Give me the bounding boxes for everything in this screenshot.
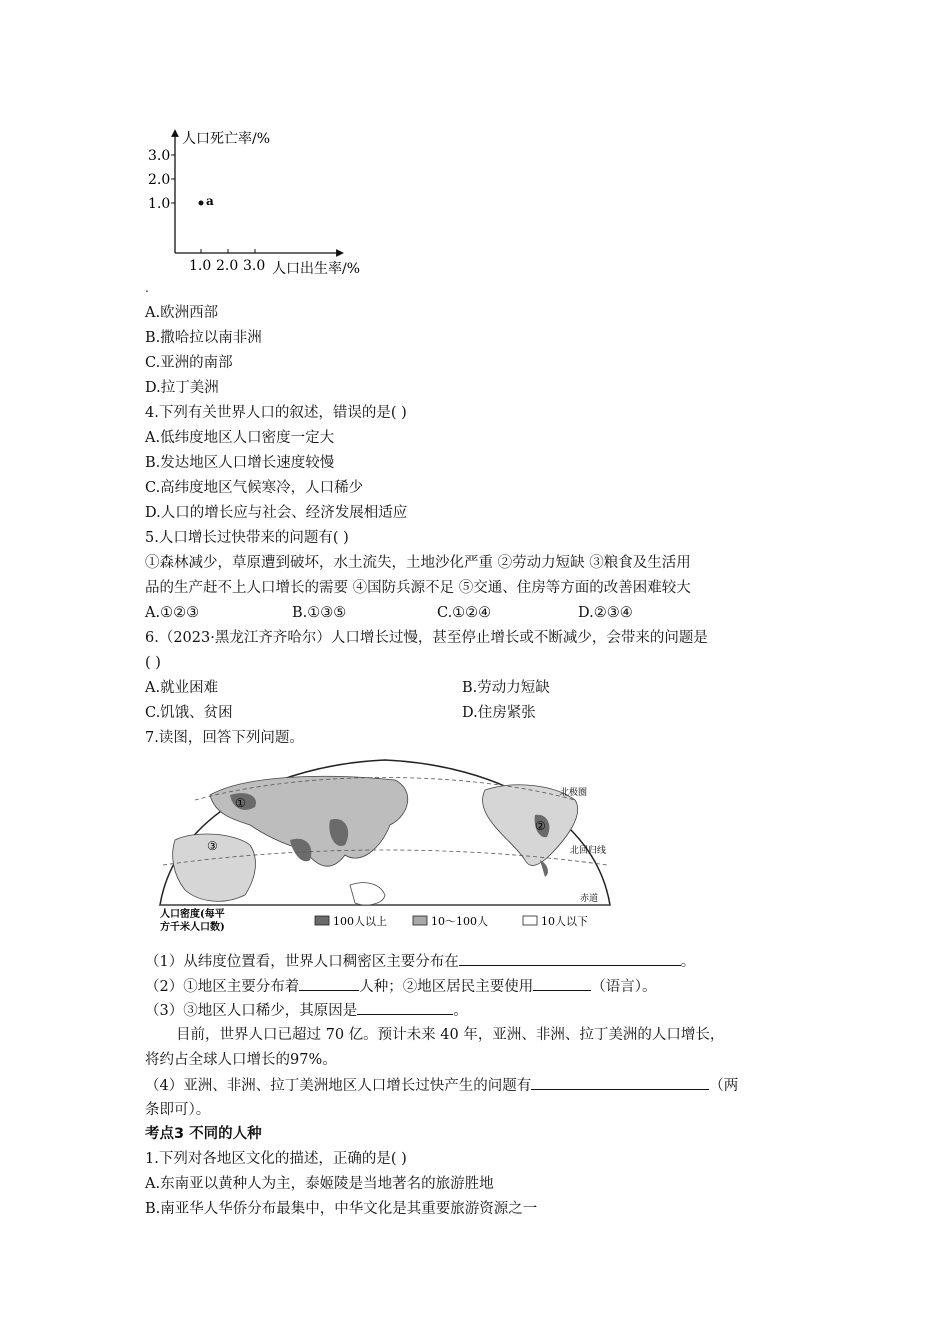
arctic-circle-label: 北极圈 — [560, 788, 588, 798]
q5-stem: 5.人口增长过快带来的问题有( ) — [145, 530, 349, 546]
q7-sub2-text-b: 人种；②地区居民主要使用 — [359, 979, 534, 995]
legend-dense-label: 100人以上 — [333, 915, 387, 928]
x-tick-label: 2.0 — [216, 258, 239, 274]
y-tick-label: 2.0 — [148, 172, 171, 188]
q6-option-d: D.住房紧张 — [462, 705, 536, 721]
q5-option-c: C.①②④ — [437, 605, 492, 621]
q7-sub3 — [145, 1000, 468, 1021]
q5-option-b: B.①③⑤ — [292, 605, 347, 621]
q7-stem: 7.读图，回答下列问题。 — [145, 730, 304, 746]
q7-sub4-line2: 条即可）。 — [145, 1102, 211, 1118]
x-tick-label: 1.0 — [189, 258, 212, 274]
data-point-a — [199, 201, 204, 206]
q7-sub1-blank — [459, 951, 681, 966]
y-tick-label: 1.0 — [148, 196, 171, 212]
q7-sub2-text-c: （语言）。 — [591, 979, 657, 995]
y-tick-label: 3.0 — [148, 148, 171, 164]
q5-line2: 品的生产赶不上人口增长的需要 ④国防兵源不足 ⑤交通、住房等方面的改善困难较大 — [145, 580, 691, 596]
q4-stem: 4.下列有关世界人口的叙述，错误的是( ) — [145, 405, 407, 421]
section-q1-stem: 1.下列对各地区文化的描述，正确的是( ) — [145, 1151, 407, 1167]
legend-sparse-label: 10人以下 — [541, 915, 588, 928]
q6-option-c: C.饥饿、贫困 — [145, 705, 233, 721]
q7-sub2-blank-2 — [533, 976, 591, 991]
legend-title-1: 人口密度(每平 — [160, 909, 225, 920]
q6-option-b: B.劳动力短缺 — [462, 680, 550, 696]
population-scatter-chart — [140, 125, 380, 285]
y-axis-label: 人口死亡率/% — [182, 131, 271, 147]
population-density-map — [155, 755, 615, 935]
equator-label: 赤道 — [580, 894, 599, 904]
q5-line1: ①森林减少，草原遭到破坏，水土流失，土地沙化严重 ②劳动力短缺 ③粮食及生活用 — [145, 555, 691, 571]
legend-medium-label: 10～100人 — [431, 915, 488, 928]
q7-sub3-end: 。 — [453, 1003, 468, 1019]
q5-option-a: A.①②③ — [145, 605, 200, 621]
q4-option-a: A.低纬度地区人口密度一定大 — [145, 430, 335, 446]
q7-sub1-text: （1）从纬度位置看，世界人口稠密区主要分布在 — [145, 954, 459, 970]
q7-paragraph-line2: 将约占全球人口增长的97%。 — [145, 1052, 337, 1068]
q7-sub4 — [145, 1075, 738, 1096]
data-point-label: a — [206, 194, 214, 208]
map-label-1: ① — [235, 796, 246, 810]
q7-sub4-blank — [531, 1075, 709, 1090]
q7-sub2 — [145, 976, 656, 997]
legend-swatch-medium — [413, 916, 427, 925]
q3-option-b: B.撒哈拉以南非洲 — [145, 330, 262, 346]
q7-sub2-text-a: （2）①地区主要分布着 — [145, 979, 300, 995]
map-label-3: ③ — [207, 839, 218, 853]
section-q1-option-b: B.南亚华人华侨分布最集中，中华文化是其重要旅游资源之一 — [145, 1201, 538, 1217]
q4-option-c: C.高纬度地区气候寒冷，人口稀少 — [145, 480, 364, 496]
q5-option-d: D.②③④ — [578, 605, 633, 621]
q6-option-a: A.就业困难 — [145, 680, 219, 696]
q7-sub4-text: （4）亚洲、非洲、拉丁美洲地区人口增长过快产生的问题有 — [145, 1078, 532, 1094]
q4-option-d: D.人口的增长应与社会、经济发展相适应 — [145, 505, 408, 521]
q7-sub3-text: （3）③地区人口稀少，其原因是 — [145, 1003, 358, 1019]
q3-option-d: D.拉丁美洲 — [145, 380, 219, 396]
q7-paragraph-line1: 目前，世界人口已超过 70 亿。预计未来 40 年，亚洲、非洲、拉丁美洲的人口增长， — [176, 1027, 725, 1043]
q7-sub2-blank-1 — [299, 976, 359, 991]
q7-sub3-blank — [357, 1000, 453, 1015]
x-tick-label: 3.0 — [243, 258, 266, 274]
q7-sub1 — [145, 951, 695, 972]
legend-swatch-sparse — [523, 916, 537, 925]
q3-option-a: A.欧洲西部 — [145, 305, 219, 321]
q3-option-c: C.亚洲的南部 — [145, 355, 233, 371]
legend-swatch-dense — [315, 916, 329, 925]
q4-option-b: B.发达地区人口增长速度较慢 — [145, 455, 335, 471]
legend-title-2: 方千米人口数) — [160, 922, 225, 933]
tropic-label: 北回归线 — [570, 846, 607, 856]
q6-paren: ( ) — [145, 655, 161, 671]
q6-stem: 6.（2023·黑龙江齐齐哈尔）人口增长过慢，甚至停止增长或不断减少，会带来的问题是 — [145, 630, 708, 646]
q7-sub1-end: 。 — [680, 954, 696, 970]
stray-dot: . — [145, 281, 149, 295]
section-title: 考点3 不同的人种 — [145, 1126, 262, 1142]
map-label-2: ② — [535, 819, 546, 833]
x-axis-label: 人口出生率/% — [272, 261, 361, 277]
section-q1-option-a: A.东南亚以黄种人为主，泰姬陵是当地著名的旅游胜地 — [145, 1176, 494, 1192]
q7-sub4-end: （两 — [709, 1078, 739, 1094]
